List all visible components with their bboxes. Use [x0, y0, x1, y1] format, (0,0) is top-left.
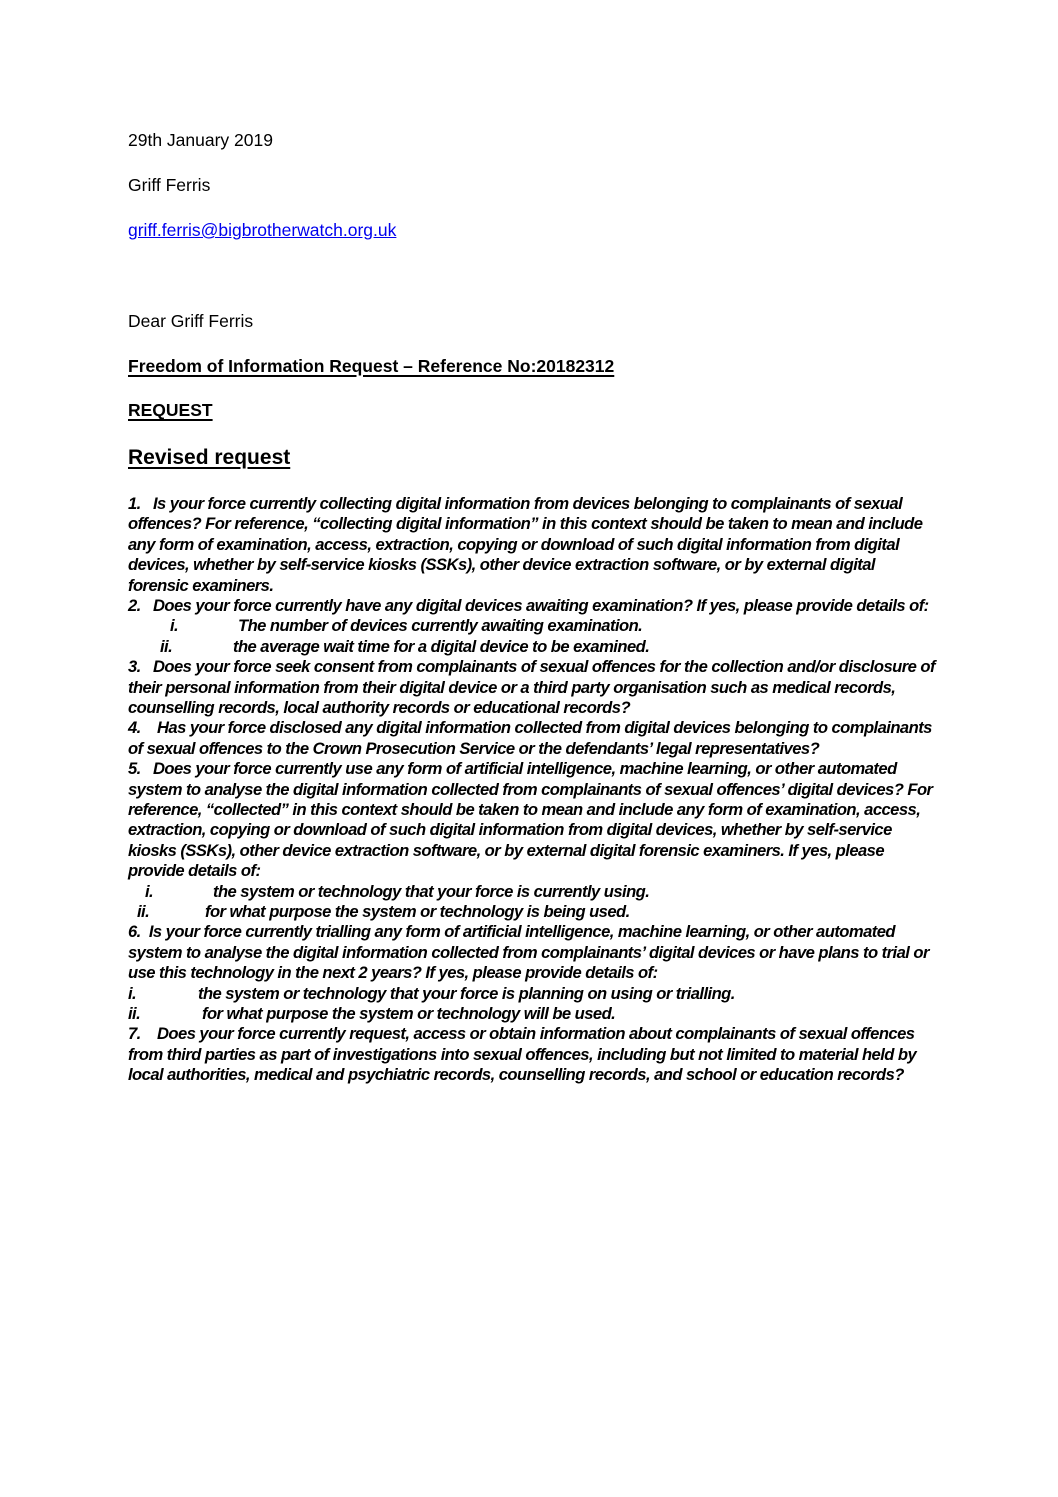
- question-number: 3.: [128, 657, 141, 677]
- recipient-name: Griff Ferris: [128, 175, 211, 195]
- question-2: [128, 596, 938, 616]
- question-1: [128, 494, 938, 596]
- question-text: Does your force currently request, access or obtain information about complainants of sexual offences from third parties as part of investigations into sexual offences, including but not limited to material held by local authorities, medical and psychiatric records, counselling records, and school or education records?: [128, 1024, 917, 1085]
- questions-list: [128, 494, 938, 1086]
- subject-heading: Freedom of Information Request – Reference No:20182312: [128, 356, 615, 376]
- sub-item-number: i.: [170, 616, 179, 636]
- question-5: [128, 759, 938, 881]
- question-text: Does your force seek consent from complainants of sexual offences for the collection and/or disclosure of their personal information from their digital device or a third party organisation such as medical records, counselling records, local authority records or educational records?: [128, 657, 935, 718]
- question-2-sub-item-ii: [128, 637, 938, 657]
- sub-item-number: ii.: [128, 1004, 141, 1024]
- sub-item-text: for what purpose the system or technology will be used.: [202, 1004, 616, 1024]
- sub-item-text: The number of devices currently awaiting examination.: [238, 616, 643, 636]
- sub-item-number: i.: [145, 881, 154, 901]
- sub-item-number: ii.: [137, 902, 150, 922]
- question-3: [128, 657, 938, 718]
- question-number: 6.: [128, 922, 141, 942]
- question-text: Is your force currently trialling any form of artificial intelligence, machine learning, or other automated system to analyse the digital information collected from complainants’ digital devices or have plans to trial or use this technology in the next 2 years? If yes, please provide details of:: [128, 922, 929, 983]
- sub-item-text: for what purpose the system or technology is being used.: [205, 902, 630, 922]
- question-number: 2.: [128, 596, 141, 616]
- question-number: 1.: [128, 494, 141, 513]
- salutation: Dear Griff Ferris: [128, 311, 254, 331]
- letter-date: 29th January 2019: [128, 130, 273, 150]
- question-text: Is your force currently collecting digital information from devices belonging to complainants of sexual offences? For reference, “collecting digital information” in this context should be taken to mean and include any form of examination, access, extraction, copying or download of such digital information from digital devices, whether by self-service kiosks (SSKs), other device extraction software, or by external digital forensic examiners.: [128, 494, 923, 595]
- question-6: [128, 922, 938, 983]
- question-text: Does your force currently have any digital devices awaiting examination? If yes, please provide details of:: [152, 596, 929, 616]
- question-number: 5.: [128, 759, 141, 779]
- sub-item-text: the average wait time for a digital device to be examined.: [233, 636, 650, 656]
- sub-item-number: ii.: [160, 636, 173, 656]
- question-6-sub-item-ii: [128, 1004, 938, 1024]
- question-4: [128, 718, 938, 759]
- question-number: 4.: [128, 718, 141, 738]
- question-6-sub-item-i: [128, 984, 938, 1004]
- sub-item-text: the system or technology that your force is currently using.: [213, 881, 650, 901]
- question-number: 7.: [128, 1024, 141, 1044]
- question-7: [128, 1024, 938, 1085]
- question-5-sub-item-ii: [128, 902, 938, 922]
- sub-item-number: i.: [128, 983, 137, 1003]
- recipient-email-link[interactable]: griff.ferris@bigbrotherwatch.org.uk: [128, 220, 397, 240]
- question-2-sub-item-i: [128, 616, 938, 636]
- sub-item-text: the system or technology that your force is planning on using or trialling.: [198, 983, 735, 1003]
- question-text: Has your force disclosed any digital information collected from digital devices belonging to complainants of sexual offences to the Crown Prosecution Service or the defendants’ legal representatives?: [128, 718, 932, 758]
- subsection-heading-revised-request: Revised request: [128, 446, 291, 469]
- question-text: Does your force currently use any form of artificial intelligence, machine learning, or other automated system to analyse the digital information collected from complainants of sexual offences’ digital devices? For reference, “collected” in this context should be taken to mean and include any form of examination, access, extraction, copying or download of such digital information from digital devices, whether by self-service kiosks (SSKs), other device extraction software, or by external digital forensic examiners. If yes, please provide details of:: [128, 759, 933, 881]
- section-heading-request: REQUEST: [128, 400, 213, 420]
- question-5-sub-item-i: [128, 882, 938, 902]
